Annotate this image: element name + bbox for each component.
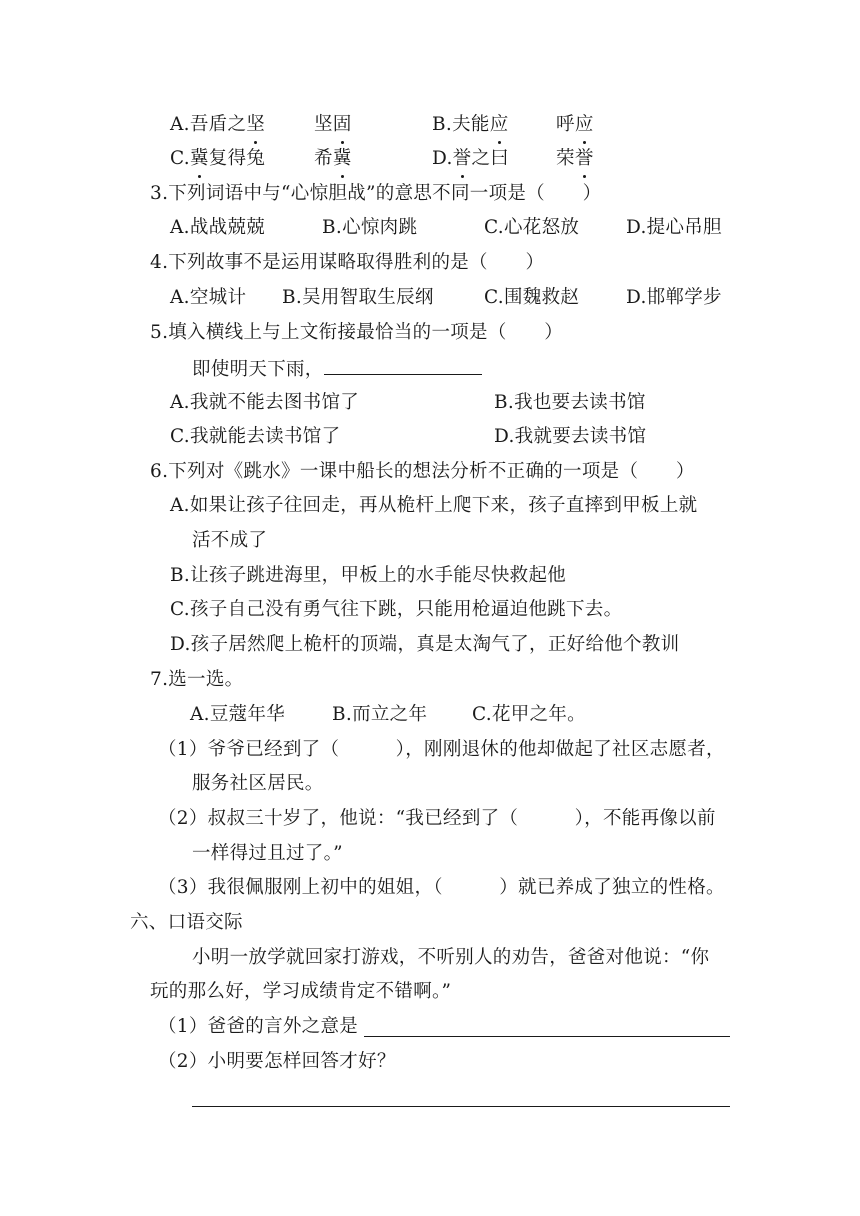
q4-option-d: D.邯郸学步 [626, 287, 722, 308]
q4-option-a: A.空城计 [170, 287, 247, 308]
q3-option-d: D.提心吊胆 [626, 217, 722, 238]
answer-line[interactable] [364, 1018, 730, 1037]
q2-option-d-word: 荣誉 [556, 148, 594, 169]
answer-blank[interactable] [324, 356, 482, 375]
q6-option-a-line1: A.如果让孩子往回走，再从桅杆上爬下来，孩子直摔到甲板上就 [170, 495, 698, 516]
q5-option-a: A.我就不能去图书馆了 [170, 392, 360, 413]
section6-sub2: （2）小明要怎样回答才好？ [158, 1051, 396, 1072]
q5-sentence: 即使明天下雨， [192, 356, 482, 382]
q2-option-d: D.誉之曰 [432, 148, 510, 169]
q2-option-a: A.吾盾之坚 [170, 114, 266, 135]
q2-option-a-word: 坚固 [314, 114, 352, 135]
emphasis-dot-char: 坚 [246, 114, 266, 135]
q4-option-c: C.围魏救赵 [484, 287, 580, 308]
emphasis-dot-char: 应 [574, 114, 594, 135]
q3-option-a: A.战战兢兢 [170, 217, 266, 238]
q5-option-c: C.我就能去读书馆了 [170, 426, 341, 447]
q6-option-a-line2: 活不成了 [192, 530, 268, 551]
emphasis-dot-char: 固 [332, 114, 352, 135]
q7-sub2-line1: （2）叔叔三十岁了，他说：“我已经到了（ ），不能再像以前 [158, 808, 716, 829]
q7-sub1-line1: （1）爷爷已经到了（ ），刚刚退休的他却做起了社区志愿者， [158, 739, 725, 760]
section6-paragraph-line1: 小明一放学就回家打游戏，不听别人的劝告，爸爸对他说：“你 [192, 947, 710, 968]
q3-stem: 3.下列词语中与“心惊胆战”的意思不同一项是（ ） [150, 183, 602, 204]
q5-option-d: D.我就要去读书馆 [494, 426, 647, 447]
q7-option-b: B.而立之年 [332, 704, 428, 725]
answer-line[interactable] [192, 1088, 730, 1107]
q3-option-c: C.心花怒放 [484, 217, 580, 238]
q3-option-b: B.心惊肉跳 [322, 217, 418, 238]
q6-option-b: B.让孩子跳进海里，甲板上的水手能尽快救起他 [170, 565, 567, 586]
q2-option-b: B.夫能应 [432, 114, 509, 135]
q7-stem: 7.选一选。 [150, 669, 244, 690]
q7-option-a: A.豆蔻年华 [190, 704, 286, 725]
q4-stem: 4.下列故事不是运用谋略取得胜利的是（ ） [150, 252, 545, 273]
emphasis-dot-char: 冀 [189, 148, 209, 169]
section6-sub1: （1）爸爸的言外之意是 [158, 1016, 359, 1037]
section6-paragraph-line2: 玩的那么好，学习成绩肯定不错啊。” [150, 981, 452, 1002]
q6-option-c: C.孩子自己没有勇气往下跳，只能用枪逼迫他跳下去。 [170, 599, 623, 620]
q7-sub3: （3）我很佩服刚上初中的姐姐，（ ）就已养成了独立的性格。 [158, 877, 725, 898]
q7-sub1-line2: 服务社区居民。 [192, 773, 324, 794]
section-heading: 六、口语交际 [130, 912, 243, 933]
emphasis-dot-char: 应 [489, 114, 509, 135]
q2-option-c: C.冀复得兔 [170, 148, 266, 169]
q5-stem: 5.填入横线上与上文衔接最恰当的一项是（ ） [150, 322, 564, 343]
emphasis-dot-char: 冀 [332, 148, 352, 169]
q2-option-b-word: 呼应 [556, 114, 594, 135]
q6-option-d: D.孩子居然爬上桅杆的顶端，真是太淘气了，正好给他个教训 [170, 634, 680, 655]
emphasis-dot-char: 誉 [452, 148, 472, 169]
q4-option-b: B.吴用智取生辰纲 [282, 287, 434, 308]
q7-sub2-line2: 一样得过且过了。” [192, 843, 343, 864]
q6-stem: 6.下列对《跳水》一课中船长的想法分析不正确的一项是（ ） [150, 461, 695, 482]
emphasis-dot-char: 誉 [574, 148, 594, 169]
q5-option-b: B.我也要去读书馆 [494, 392, 646, 413]
q7-option-c: C.花甲之年。 [472, 704, 586, 725]
q2-option-c-word: 希冀 [314, 148, 352, 169]
